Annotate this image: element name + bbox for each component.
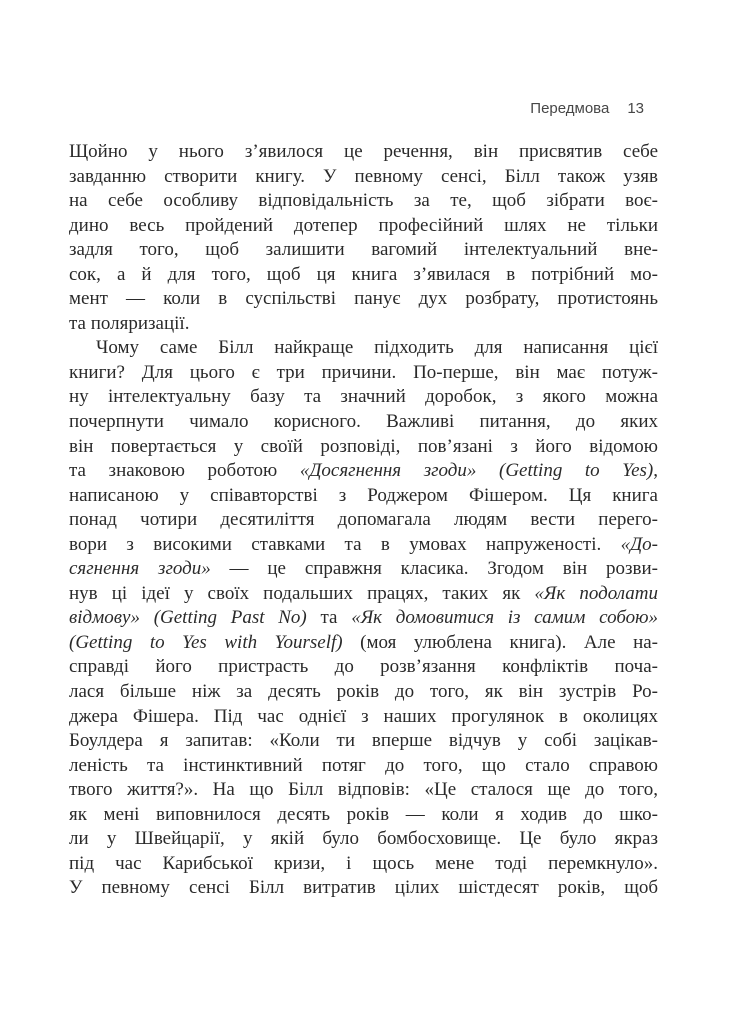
text-line xyxy=(69,165,658,190)
text-line xyxy=(69,655,658,680)
italic-text-segment: (Getting to Yes with Yourself) xyxy=(69,631,343,653)
text-segment: Чому саме Білл найкраще підходить для написання цієї xyxy=(96,337,658,359)
text-line xyxy=(69,680,658,705)
text-line xyxy=(69,336,658,361)
text-line xyxy=(69,508,658,533)
text-line xyxy=(69,582,658,607)
text-segment: книги? Для цього є три причини. По-перше, він має потуж- xyxy=(69,361,658,383)
text-line xyxy=(69,631,658,656)
text-segment: — це справжня класика. Згодом він розви- xyxy=(210,558,658,580)
italic-text-segment: відмову» xyxy=(69,607,140,629)
text-segment: під час Карибської кризи, і щось мене тоді перемкнуло». xyxy=(69,852,658,874)
text-line xyxy=(69,385,658,410)
text-segment: твого життя?». На що Білл відповів: «Це сталося ще до того, xyxy=(69,779,658,801)
text-segment: як мені виповнилося десять років — коли я ходив до шко- xyxy=(69,803,658,825)
text-line xyxy=(69,189,658,214)
italic-text-segment: «Як подолати xyxy=(534,582,658,604)
text-segment: лася більше ніж за десять років до того, як він зустрів Ро- xyxy=(69,681,658,703)
paragraph xyxy=(69,336,658,901)
page-number: 13 xyxy=(627,100,644,117)
text-segment: задля того, щоб залишити вагомий інтелектуальний вне- xyxy=(69,239,658,261)
text-segment: понад чотири десятиліття допомагала людям вести перего- xyxy=(69,509,658,531)
text-line xyxy=(69,410,658,435)
italic-text-segment: «До- xyxy=(620,533,658,555)
text-segment: дино весь пройдений дотепер професійний шлях не тільки xyxy=(69,214,658,236)
text-line xyxy=(69,312,658,337)
text-segment: леність та інстинктивний потяг до того, що стало справою xyxy=(69,754,658,776)
italic-text-segment: сягнення згоди» xyxy=(69,558,211,580)
text-line xyxy=(69,263,658,288)
text-line xyxy=(69,729,658,754)
text-segment: (моя улюблена книга). Але на- xyxy=(342,631,658,653)
text-line xyxy=(69,852,658,877)
text-line xyxy=(69,533,658,558)
page-body xyxy=(69,140,658,901)
text-segment: мент — коли в суспільстві панує дух розбрату, протистоянь xyxy=(69,288,658,310)
text-line xyxy=(69,557,658,582)
text-segment: написаною у співавторстві з Роджером Фішером. Ця книга xyxy=(69,484,658,506)
text-segment: та знаковою роботою xyxy=(69,460,300,482)
text-line xyxy=(69,484,658,509)
text-segment xyxy=(476,460,499,481)
text-segment: завданню створити книгу. У певному сенсі, Білл також узяв xyxy=(69,165,658,187)
text-line xyxy=(69,459,658,484)
italic-text-segment: (Getting to Yes) xyxy=(499,460,654,482)
text-line xyxy=(69,803,658,828)
text-line xyxy=(69,435,658,460)
text-segment: та поляризації. xyxy=(69,312,190,334)
text-line xyxy=(69,606,658,631)
text-line xyxy=(69,754,658,779)
text-line xyxy=(69,876,658,901)
text-line xyxy=(69,827,658,852)
text-segment: ли у Швейцарії, у якій було бомбосховище. Це було якраз xyxy=(69,828,658,850)
text-segment: почерпнути чимало корисного. Важливі питання, до яких xyxy=(69,411,658,433)
text-segment: вори з високими ставками та в умовах напруженості. xyxy=(69,533,621,555)
text-segment: У певному сенсі Білл витратив цілих шістдесят років, щоб xyxy=(69,877,658,899)
text-segment: Боулдера я запитав: «Коли ти вперше відчув у собі зацікав- xyxy=(69,730,658,752)
italic-text-segment: «Досягнення згоди» xyxy=(299,460,477,482)
text-segment: , xyxy=(653,460,659,482)
page-header xyxy=(69,100,644,117)
text-line xyxy=(69,140,658,165)
text-segment: справді його пристрасть до розв’язання конфліктів поча- xyxy=(69,656,658,678)
text-segment: на себе особливу відповідальність за те, щоб зібрати воє- xyxy=(69,190,658,212)
text-segment: джера Фішера. Під час однієї з наших прогулянок в околицях xyxy=(69,705,658,727)
text-segment: та xyxy=(306,607,352,629)
text-segment: нув ці ідеї у своїх подальших працях, таких як xyxy=(69,582,535,604)
italic-text-segment: «Як домовитися із самим собою» xyxy=(351,607,659,629)
text-line xyxy=(69,287,658,312)
text-line xyxy=(69,778,658,803)
text-segment: сок, а й для того, щоб ця книга з’явилася в потрібний мо- xyxy=(69,263,658,285)
text-segment xyxy=(140,607,154,628)
header-section-title: Передмова xyxy=(530,100,610,117)
italic-text-segment: (Getting Past No) xyxy=(153,607,307,629)
text-line xyxy=(69,214,658,239)
text-line xyxy=(69,238,658,263)
text-segment: він повертається у своїй розповіді, пов’язані з його відомою xyxy=(69,435,658,457)
paragraph xyxy=(69,140,658,336)
text-line xyxy=(69,705,658,730)
text-line xyxy=(69,361,658,386)
text-segment: ну інтелектуальну базу та значний доробок, з якого можна xyxy=(69,386,658,408)
text-segment: Щойно у нього з’явилося це речення, він присвятив себе xyxy=(69,141,658,162)
